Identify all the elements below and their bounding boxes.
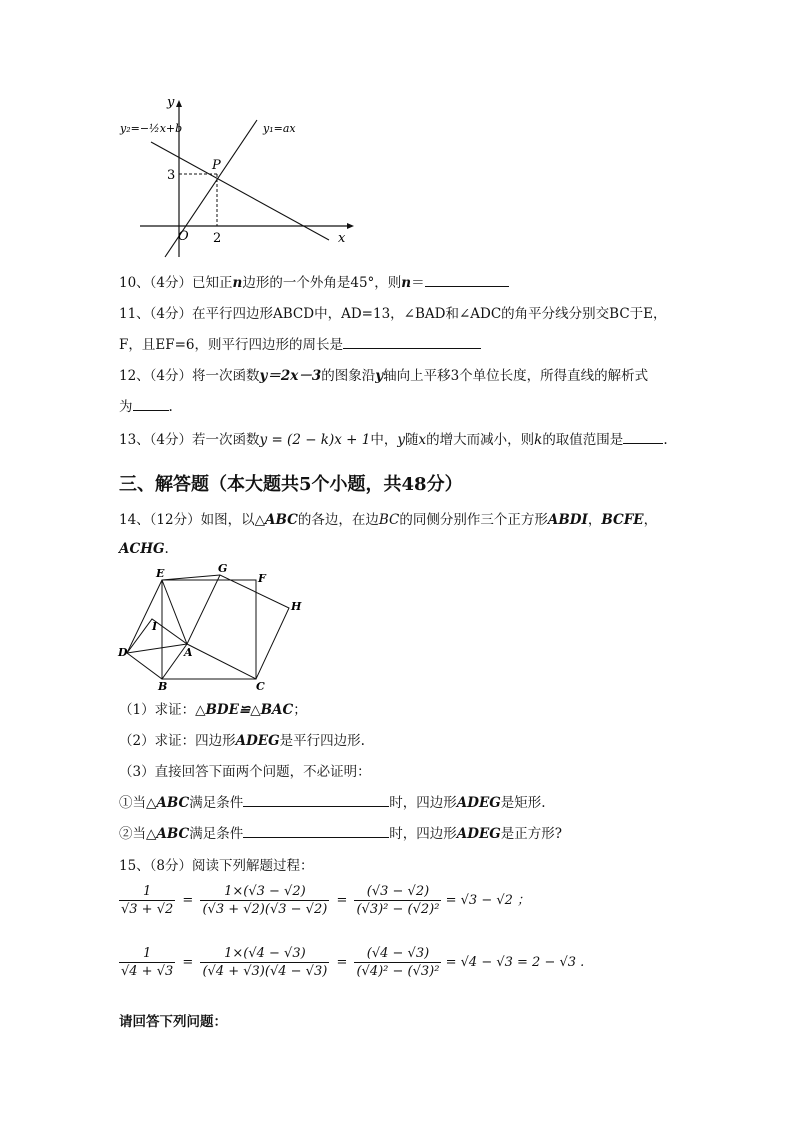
origin-label: O [178,229,189,244]
question-14-cond1: ①当△ABC满足条件 时，四边形ADEG是矩形. [119,795,546,811]
y-axis-label: y [167,95,175,110]
label-d: D [118,646,128,659]
eq2-frac3: $\frac{(√4 - √3)}{\text{(√4)² − (√3)²}}$ [356,946,440,979]
answer-blank-12[interactable] [133,397,169,411]
segment-ae [162,580,187,644]
segment-da [127,644,187,653]
question-14-part3: （3）直接回答下面两个问题，不必证明： [119,764,371,780]
equation-2: $\frac{1}{√4 + √3}$ = $\frac{1\times(√4 - √3)}{(√4 + √3)(√4 - √3)}$ = $\frac{(√4 - √3)}{\text{(√4)² − (√3)²}}$ = √4 − √3 = 2 − √3 . [121,946,585,979]
y-axis-arrow [176,100,182,107]
label-f: F [258,572,266,585]
question-13: 13、（4分）若一次函数y = (2 − k)x + 1中，y随x的增大而减小，则k的取值范围是 . [119,432,668,448]
question-14-cond2: ②当△ABC满足条件 时，四边形ADEG是正方形? [119,826,563,842]
geometry-figure [115,562,315,692]
section-3-heading: 三、解答题（本大题共5个小题，共48分） [119,474,463,495]
question-11-line2: F，且EF=6，则平行四边形的周长是 [119,333,481,353]
label-c: C [256,680,265,692]
question-11-line1: 11、（4分）在平行四边形ABCD中，AD=13，∠BAD和∠ADC的角平分线分别交BC于E， [119,306,667,322]
label-b: B [158,680,168,692]
tick-y-label: 3 [167,168,176,183]
x-axis-arrow [347,223,354,229]
segment-eg [162,575,220,580]
label-h: H [291,600,302,613]
tick-x-label: 2 [213,231,222,246]
label-g: G [218,562,228,575]
question-14-line2: ACHG. [119,541,169,557]
question-14-line1: 14、（12分）如图，以△ABC的各边，在边BC的同侧分别作三个正方形ABDI，BCFE， [119,512,658,528]
question-14-part2: （2）求证：四边形ADEG是平行四边形. [119,733,365,749]
square-achg [187,575,289,679]
eq1-tail: = √3 − √2 ； [445,893,531,908]
eq2-frac2: $\frac{1\times(√4 - √3)}{(√4 + √3)(√4 - √3)}$ [202,946,328,979]
answer-blank-10[interactable] [425,273,509,287]
label-a: A [184,646,193,659]
square-bcfe [162,580,256,679]
answer-blank-14-1[interactable] [243,793,389,807]
segment-de [127,580,162,653]
answer-blank-11[interactable] [343,335,481,349]
equation-1: $\frac{1}{√3 + √2}$ = $\frac{1\times(√3 - √2)}{(√3 + √2)(√3 - √2)}$ = $\frac{(√3 - √2)}{\text{(√3)² − (√2)²}}$ = √3 − √2 ； [121,884,531,917]
answer-blank-13[interactable] [623,430,663,444]
eq1-frac2: $\frac{1\times(√3 - √2)}{(√3 + √2)(√3 - √2)}$ [202,884,328,917]
y1-equation-label: y₁=ax [263,122,296,135]
eq2-frac1: $\frac{1}{√4 + √3}$ [121,946,174,979]
label-e: E [156,567,165,580]
label-i: I [152,620,158,633]
question-15-ask: 请回答下列问题： [119,1014,227,1030]
x-axis-label: x [338,231,346,246]
eq1-frac1: $\frac{1}{√3 + √2}$ [121,884,174,917]
question-12-line1: 12、（4分）将一次函数y＝2x－3的图象沿y轴向上平移3个单位长度，所得直线的解析式 [119,368,649,384]
question-15-intro: 15、（8分）阅读下列解题过程： [119,858,314,874]
answer-blank-14-2[interactable] [243,824,389,838]
question-10: 10、（4分）已知正n边形的一个外角是45°，则n＝ [119,271,509,291]
function-graph [115,92,365,262]
point-p-label: P [212,158,221,173]
y2-equation-label: y₂=−½x+b [120,122,183,135]
question-12-line2: 为 . [119,399,173,415]
line-y2 [151,142,329,240]
eq2-tail: = √4 − √3 = 2 − √3 . [445,955,585,970]
question-14-part1: （1）求证：△BDE≌△BAC； [119,702,307,718]
eq1-frac3: $\frac{(√3 - √2)}{\text{(√3)² − (√2)²}}$ [356,884,440,917]
